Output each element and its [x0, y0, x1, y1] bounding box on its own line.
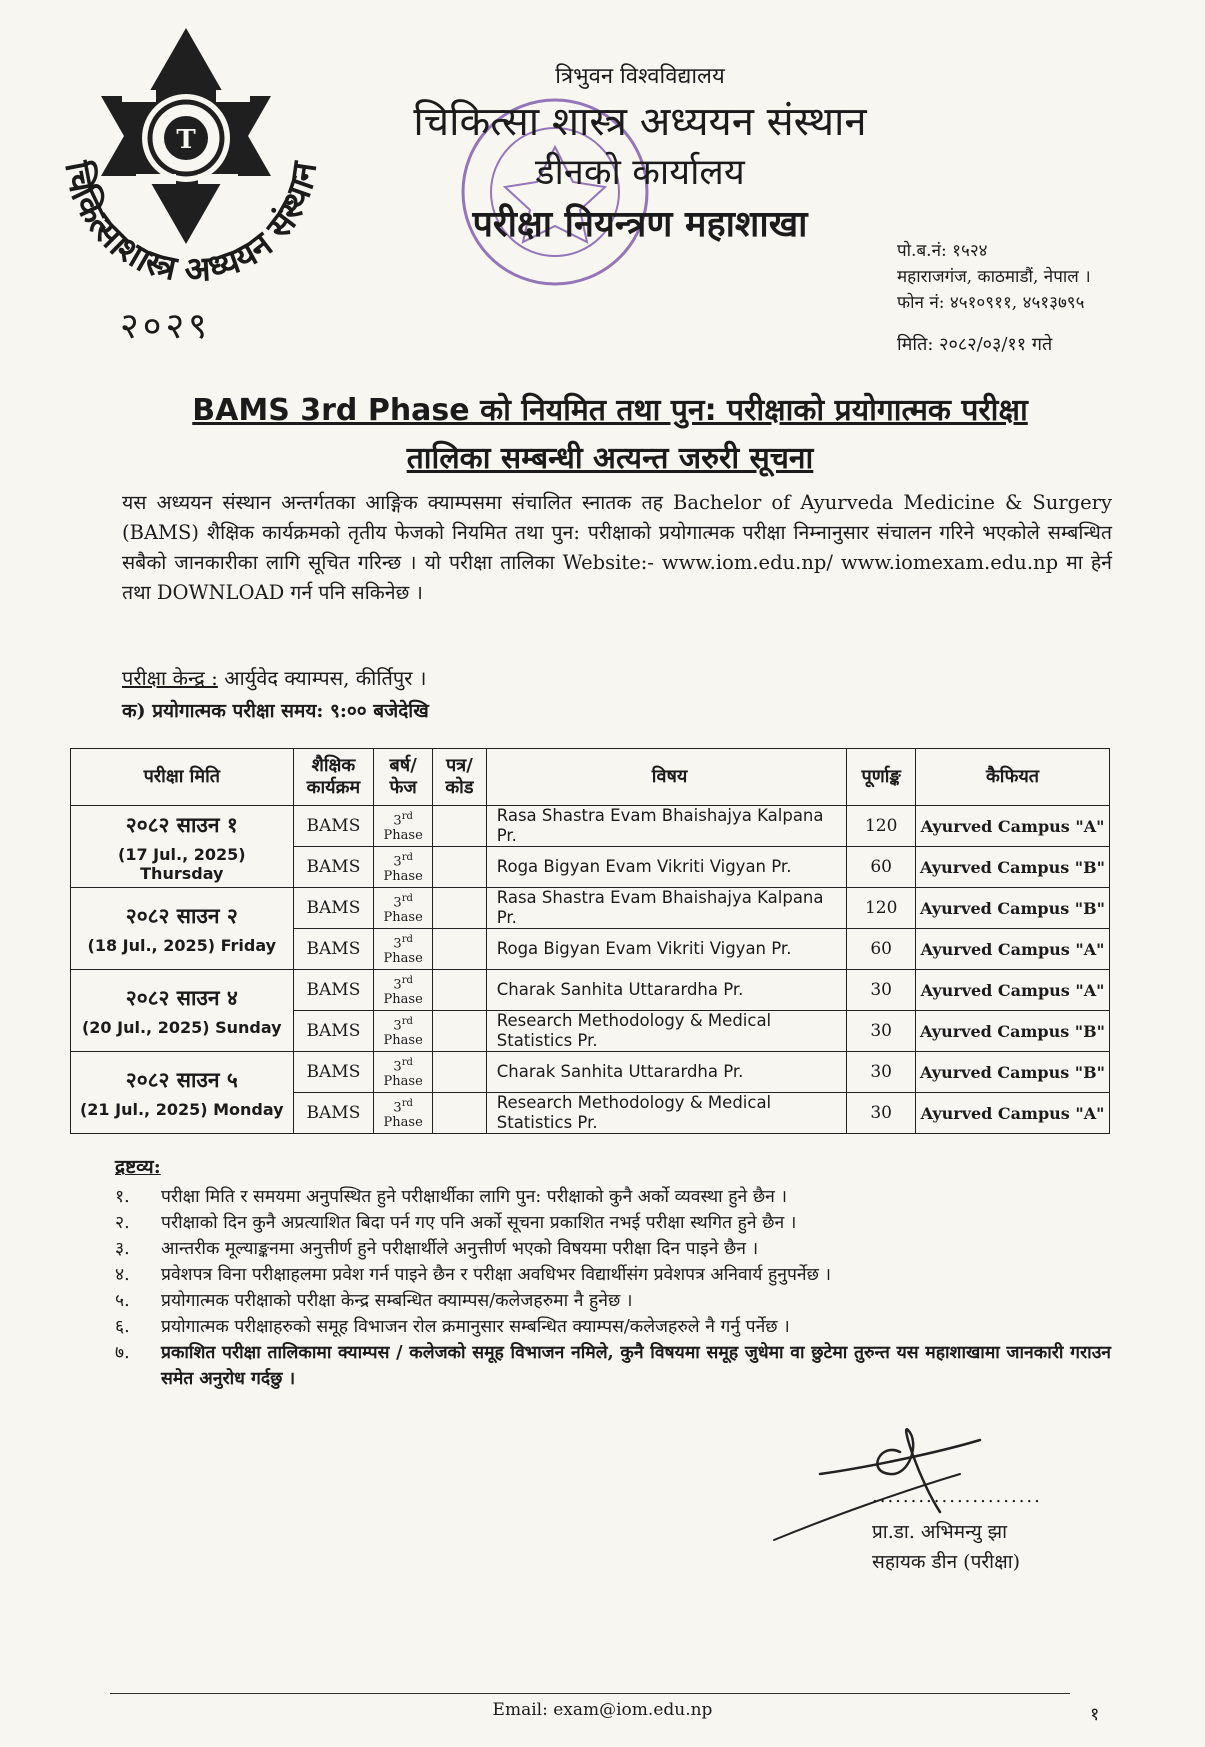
phase-suffix: rd [401, 974, 413, 986]
exam-center [122, 664, 426, 691]
footer-divider [110, 1693, 1070, 1694]
phone: फोन नं: ४५१०९११, ४५१३७९५ [897, 293, 1085, 313]
program-cell: BAMS [293, 888, 374, 929]
full-marks-cell: 60 [847, 847, 916, 888]
exam-center-value: आर्युवेद क्याम्पस, कीर्तिपुर । [224, 666, 427, 690]
program-cell: BAMS [293, 929, 374, 970]
note-text: आन्तरीक मूल्याङ्कनमा अनुत्तीर्ण हुने परीक्षार्थीले अनुत्तीर्ण भएको विषयमा परीक्षा दिन पाइने छैन । [161, 1239, 759, 1259]
full-marks-cell: 30 [847, 1052, 916, 1093]
phase-word: Phase [383, 910, 423, 926]
logo-emblem-icon [36, 26, 336, 326]
remarks-cell: Ayurved Campus "B" [916, 847, 1110, 888]
note-text: परीक्षाको दिन कुनै अप्रत्याशित बिदा पर्न गए पनि अर्को सूचना प्रकाशित नभई परीक्षा स्थगित हुने छैन । [161, 1213, 797, 1233]
program-cell: BAMS [293, 1052, 374, 1093]
institute-name: चिकित्सा शास्त्र अध्ययन संस्थान [413, 99, 867, 145]
phase-cell [374, 1052, 433, 1093]
header-full-marks: पूर्णाङ्क [847, 749, 916, 806]
phase-word: Phase [383, 951, 423, 967]
remarks-cell: Ayurved Campus "A" [916, 970, 1110, 1011]
phase-cell [374, 970, 433, 1011]
paper-code-cell [433, 806, 487, 847]
phase-number: 3 [393, 854, 402, 870]
note-number: १. [115, 1187, 130, 1207]
po-box: पो.ब.नं: १५२४ [897, 241, 988, 261]
header-paper-code: पत्र/ कोड [433, 749, 487, 806]
notice-title-line1: BAMS 3rd Phase को नियमित तथा पुन: परीक्षाको प्रयोगात्मक परीक्षा [192, 393, 1028, 428]
remarks-cell: Ayurved Campus "B" [916, 1052, 1110, 1093]
note-number: ४. [115, 1265, 130, 1285]
note-text: प्रयोगात्मक परीक्षाको परीक्षा केन्द्र सम्बन्धित क्याम्पस/कलेजहरुमा नै हुनेछ । [161, 1291, 633, 1311]
header-subject: विषय [486, 749, 847, 806]
phase-word: Phase [383, 1074, 423, 1090]
program-cell: BAMS [293, 1011, 374, 1052]
phase-word: Phase [383, 1115, 423, 1131]
table-body [71, 806, 1110, 1134]
note-number: ५. [115, 1291, 130, 1311]
paper-code-cell [433, 1093, 487, 1134]
date-english: (18 Jul., 2025) Friday [87, 936, 277, 955]
paper-code-cell [433, 970, 487, 1011]
subject-cell: Research Methodology & Medical Statistics Pr. [486, 1093, 847, 1134]
note-number: ३. [115, 1239, 130, 1259]
signatory-title: सहायक डीन (परीक्षा) [872, 1551, 1021, 1573]
note-text: प्रयोगात्मक परीक्षाहरुको समूह विभाजन रोल क्रमानुसार सम्बन्धित क्याम्पस/कलेजहरुले नै गर्नु पर्नेछ । [161, 1317, 790, 1337]
notice-date: मिति: २०८२/०३/११ गते [897, 334, 1053, 355]
date-english: (21 Jul., 2025) Monday [79, 1100, 284, 1119]
exam-date-cell [71, 888, 294, 970]
full-marks-cell: 120 [847, 806, 916, 847]
table-row [71, 1052, 1110, 1093]
phase-suffix: rd [401, 1056, 413, 1068]
table-header-row [71, 749, 1110, 806]
subject-cell: Charak Sanhita Uttarardha Pr. [486, 970, 847, 1011]
program-cell: BAMS [293, 1093, 374, 1134]
table-row [71, 806, 1110, 847]
phase-cell [374, 888, 433, 929]
phase-number: 3 [393, 813, 402, 829]
exam-time: क) प्रयोगात्मक परीक्षा समय: ९:०० बजेदेखि [122, 700, 429, 722]
full-marks-cell: 30 [847, 970, 916, 1011]
address: महाराजगंज, काठमाडौं, नेपाल । [897, 267, 1091, 287]
note-number: ६. [115, 1317, 130, 1337]
note-number: ७. [115, 1343, 130, 1363]
table-row [71, 888, 1110, 929]
office-name: डीनको कार्यालय [535, 152, 745, 193]
paper-code-cell [433, 1011, 487, 1052]
date-nepali: २०८२ साउन ५ [125, 1067, 238, 1092]
phase-number: 3 [393, 1059, 402, 1075]
note-text: प्रवेशपत्र विना परीक्षाहलमा प्रवेश गर्न पाइने छैन र परीक्षा अवधिभर विद्यार्थीसंग प्रवेशपत्र अनिवार्य हुनुपर्नेछ । [161, 1265, 832, 1285]
paper-code-cell [433, 888, 487, 929]
phase-suffix: rd [401, 933, 413, 945]
program-cell: BAMS [293, 970, 374, 1011]
subject-cell: Roga Bigyan Evam Vikriti Vigyan Pr. [486, 847, 847, 888]
date-nepali: २०८२ साउन २ [125, 903, 238, 928]
date-nepali: २०८२ साउन १ [125, 811, 238, 837]
program-cell: BAMS [293, 847, 374, 888]
logo-year: २०२९ [120, 306, 211, 347]
phase-word: Phase [383, 992, 423, 1008]
subject-cell: Charak Sanhita Uttarardha Pr. [486, 1052, 847, 1093]
division-name: परीक्षा नियन्त्रण महाशाखा [472, 203, 808, 245]
exam-date-cell [71, 970, 294, 1052]
header-date: परीक्षा मिति [71, 749, 294, 806]
phase-suffix: rd [401, 851, 413, 863]
full-marks-cell: 60 [847, 929, 916, 970]
phase-word: Phase [383, 828, 423, 844]
phase-cell [374, 929, 433, 970]
signatory-name: प्रा.डा. अभिमन्यु झा [872, 1521, 1008, 1543]
full-marks-cell: 30 [847, 1093, 916, 1134]
phase-cell [374, 806, 433, 847]
paper-code-cell [433, 929, 487, 970]
subject-cell: Research Methodology & Medical Statistics Pr. [486, 1011, 847, 1052]
table-row [71, 970, 1110, 1011]
phase-number: 3 [393, 977, 402, 993]
phase-word: Phase [383, 1033, 423, 1049]
header-remarks: कैफियत [916, 749, 1110, 806]
subject-cell: Rasa Shastra Evam Bhaishajya Kalpana Pr. [486, 888, 847, 929]
remarks-cell: Ayurved Campus "B" [916, 1011, 1110, 1052]
notice-body: यस अध्ययन संस्थान अन्तर्गतका आङ्गिक क्याम्पसमा संचालित स्नातक तह Bachelor of Ayurveda Medicine & Surgery (BAMS) शैक्षिक कार्यक्रमको तृतीय फेजको नियमित तथा पुन: परीक्षाको प्रयोगात्मक परीक्षा निम्नानुसार संचालन गरिने भएकोले सम्बन्धित सबैको जानकारीका लागि सूचित गरिन्छ । यो परीक्षा तालिका Website:- www.iom.edu.np/ www.iomexam.edu.np मा हेर्न तथा DOWNLOAD गर्न पनि सकिनेछ । [122, 491, 1112, 604]
svg-text:चिकित्साशास्त्र अध्ययन संस्थान: चिकित्साशास्त्र अध्ययन संस्थान [56, 158, 326, 291]
phase-word: Phase [383, 869, 423, 885]
phase-number: 3 [393, 1100, 402, 1116]
signature-dots: ...................... [872, 1486, 1042, 1507]
remarks-cell: Ayurved Campus "A" [916, 929, 1110, 970]
subject-cell: Rasa Shastra Evam Bhaishajya Kalpana Pr. [486, 806, 847, 847]
header-year-phase: बर्ष/ फेज [374, 749, 433, 806]
phase-number: 3 [393, 1018, 402, 1034]
date-nepali: २०८२ साउन ४ [125, 985, 238, 1010]
institute-logo [36, 26, 336, 326]
exam-date-cell [71, 806, 294, 888]
remarks-cell: Ayurved Campus "A" [916, 1093, 1110, 1134]
exam-date-cell [71, 1052, 294, 1134]
exam-center-label: परीक्षा केन्द्र : [122, 666, 218, 690]
subject-cell: Roga Bigyan Evam Vikriti Vigyan Pr. [486, 929, 847, 970]
phase-suffix: rd [401, 1097, 413, 1109]
phase-suffix: rd [401, 1015, 413, 1027]
paper-code-cell [433, 1052, 487, 1093]
phase-number: 3 [393, 936, 402, 952]
date-english: (17 Jul., 2025) Thursday [118, 844, 246, 883]
full-marks-cell: 120 [847, 888, 916, 929]
phase-cell [374, 847, 433, 888]
university-name: त्रिभुवन विश्वविद्यालय [555, 64, 725, 89]
full-marks-cell: 30 [847, 1011, 916, 1052]
notes-heading: द्रष्टव्य: [115, 1156, 161, 1178]
page-number: १ [1090, 1704, 1100, 1725]
program-cell: BAMS [293, 806, 374, 847]
phase-suffix: rd [401, 810, 413, 822]
footer-email: Email: exam@iom.edu.np [492, 1700, 713, 1720]
phase-number: 3 [393, 895, 402, 911]
phase-cell [374, 1011, 433, 1052]
remarks-cell: Ayurved Campus "B" [916, 888, 1110, 929]
phase-cell [374, 1093, 433, 1134]
date-english: (20 Jul., 2025) Sunday [81, 1018, 282, 1037]
remarks-cell: Ayurved Campus "A" [916, 806, 1110, 847]
notice-title-line2: तालिका सम्बन्धी अत्यन्त जरुरी सूचना [406, 441, 814, 476]
paper-code-cell [433, 847, 487, 888]
phase-suffix: rd [401, 892, 413, 904]
note-text: प्रकाशित परीक्षा तालिकामा क्याम्पस / कलेजको समूह विभाजन नमिले, कुनै विषयमा समूह जुधेमा वा छुटेमा तुरुन्त यस महाशाखामा जानकारी गराउन समेत अनुरोध गर्दछु । [161, 1343, 1111, 1389]
svg-text:T: T [176, 125, 196, 155]
note-text: परीक्षा मिति र समयमा अनुपस्थित हुने परीक्षार्थीका लागि पुन: परीक्षाको कुनै अर्को व्यवस्था हुने छैन । [161, 1187, 787, 1207]
header-program: शैक्षिक कार्यक्रम [293, 749, 374, 806]
note-number: २. [115, 1213, 130, 1233]
exam-schedule-table [70, 748, 1110, 1134]
